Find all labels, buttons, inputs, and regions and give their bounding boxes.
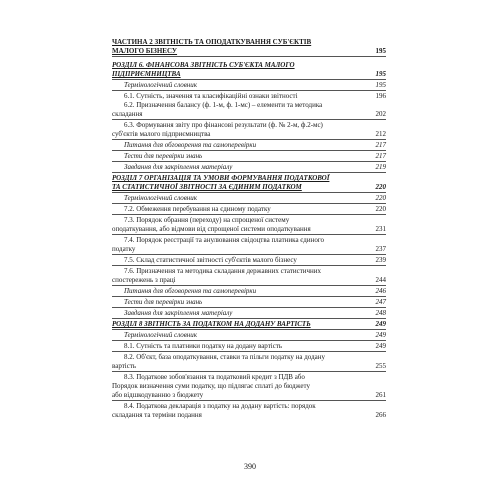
entry-text-line1: 6.3. Формування звіту про фінансові результати (ф. № 2-м, ф.2-мс) <box>124 121 323 129</box>
page-ref: 237 <box>375 245 386 253</box>
divider <box>112 296 386 297</box>
toc-entry <box>112 92 386 101</box>
entry-text-line1: 7.6. Призначення та методика складання державних статистичних <box>124 267 322 275</box>
page-ref: 217 <box>375 152 386 160</box>
page-ref: 195 <box>375 81 386 89</box>
divider <box>112 234 386 235</box>
entry-text-line1: 6.2. Призначення балансу (ф. 1-м, ф. 1-мс) – елементи та методика <box>124 101 323 109</box>
page-ref: 246 <box>375 287 386 295</box>
toc-entry <box>112 236 386 245</box>
entry-text: Термінологічний словник <box>124 81 198 89</box>
page-ref: 266 <box>375 411 386 419</box>
toc-entry-tasks <box>112 163 386 172</box>
divider <box>112 192 386 193</box>
entry-text: 7.5. Склад статистичної звітності суб'єктів малого бізнесу <box>124 256 297 264</box>
entry-text: Питання для обговорення та самоперевірки <box>124 141 257 149</box>
section-heading-7 <box>112 174 386 192</box>
page-ref: 220 <box>375 194 386 202</box>
entry-text: Завдання для закріплення матеріалу <box>124 163 233 171</box>
toc-entry-glossary <box>112 81 386 90</box>
entry-text-line2: складання та терміни подання <box>112 411 202 419</box>
section-7-title-line2: ТА СТАТИСТИЧНОЇ ЗВІТНОСТІ ЗА ЄДИНИМ ПОДАТКОМ <box>112 183 302 191</box>
page-ref: 217 <box>375 141 386 149</box>
entry-text-line2: складання <box>112 110 143 118</box>
toc-entry-cont <box>112 411 386 420</box>
toc-entry-tests <box>112 298 386 307</box>
divider <box>112 79 386 80</box>
toc-entry-tasks <box>112 309 386 318</box>
page-ref: 249 <box>375 331 386 339</box>
toc-entry <box>112 205 386 214</box>
toc-entry-glossary <box>112 331 386 340</box>
page-ref: 255 <box>375 362 386 370</box>
divider <box>112 265 386 266</box>
divider <box>112 56 386 57</box>
entry-text-line1: 8.4. Податкова декларація з податку на додану вартість: порядок <box>124 402 316 410</box>
entry-text: 8.3. Податкове зобов'язання та податковий кредит з ПДВ або <box>124 373 305 381</box>
toc-entry-tests <box>112 152 386 161</box>
toc-entry <box>112 342 386 351</box>
page-ref: 212 <box>375 130 386 138</box>
toc-entry-cont <box>112 276 386 285</box>
toc-entry <box>112 256 386 265</box>
part-title-line2: МАЛОГО БІЗНЕСУ <box>112 47 178 55</box>
entry-text: Термінологічний словник <box>124 194 198 202</box>
divider <box>112 203 386 204</box>
page-ref: 220 <box>375 183 386 191</box>
page-ref: 248 <box>375 309 386 317</box>
page-ref: 247 <box>375 298 386 306</box>
divider <box>112 254 386 255</box>
divider <box>112 285 386 286</box>
divider <box>112 214 386 215</box>
entry-text: 6.1. Сутність, значення та класифікаційні ознаки звітності <box>124 92 298 100</box>
entry-text-line1: Порядок визначення суми податку, що підлягає сплаті до бюджету <box>112 382 310 390</box>
divider <box>112 371 386 372</box>
toc-entry-cont <box>112 130 386 139</box>
page-ref: 220 <box>375 205 386 213</box>
page-number: 390 <box>244 462 256 471</box>
entry-text: Термінологічний словник <box>124 331 198 339</box>
toc-entry-glossary <box>112 194 386 203</box>
page-ref: 219 <box>375 163 386 171</box>
part-title-line1: ЧАСТИНА 2 ЗВІТНІСТЬ ТА ОПОДАТКУВАННЯ СУБ'ЄКТІВ <box>112 38 312 46</box>
entry-text: Питання для обговорення та самоперевірки <box>124 287 257 295</box>
toc-entry <box>112 216 386 225</box>
page-ref: 202 <box>375 110 386 118</box>
toc-entry-cont <box>112 245 386 254</box>
entry-text: Тести для перевірки знань <box>124 298 203 306</box>
divider <box>112 90 386 91</box>
entry-text-line2: суб'єктів малого підприємництва <box>112 130 211 138</box>
toc-entry <box>112 101 386 110</box>
divider <box>112 161 386 162</box>
divider <box>112 351 386 352</box>
divider <box>112 340 386 341</box>
toc-entry-cont <box>112 391 386 400</box>
section-heading-8 <box>112 320 386 329</box>
page-ref: 261 <box>375 391 386 399</box>
divider <box>112 139 386 140</box>
section-6-title-line1: РОЗДІЛ 6. ФІНАНСОВА ЗВІТНІСТЬ СУБ'ЄКТА МАЛОГО <box>112 61 295 69</box>
table-of-contents <box>112 38 386 420</box>
toc-entry <box>112 267 386 276</box>
part-heading <box>112 38 386 56</box>
entry-text-line2: податку <box>112 245 136 253</box>
divider <box>112 172 386 173</box>
toc-entry-cont <box>112 110 386 119</box>
divider <box>112 329 386 330</box>
divider <box>112 400 386 401</box>
divider <box>112 307 386 308</box>
toc-entry-cont <box>112 362 386 371</box>
entry-text-line2: або відшкодуванню з бюджету <box>112 391 204 399</box>
entry-text-line1: 7.4. Порядок реєстрації та анулювання свідоцтва платника єдиного <box>124 236 325 244</box>
section-heading-6 <box>112 61 386 79</box>
section-7-title-line1: РОЗДІЛ 7 ОРГАНІЗАЦІЯ ТА УМОВИ ФОРМУВАННЯ ПОДАТКОВОЇ <box>112 174 330 182</box>
toc-entry <box>112 373 386 382</box>
page-ref: 196 <box>375 92 386 100</box>
toc-entry <box>112 402 386 411</box>
entry-text-line1: 8.2. Об'єкт, база оподаткування, ставки та пільги податку на додану <box>124 353 326 361</box>
entry-text-line2: оподаткування, або відмови від спрощеної системи оподаткування <box>112 225 311 233</box>
page-ref: 244 <box>375 276 386 284</box>
entry-text: Завдання для закріплення матеріалу <box>124 309 233 317</box>
page-ref: 231 <box>375 225 386 233</box>
entry-text-line1: 7.3. Порядок обрання (переходу) на спрощеної систему <box>124 216 290 224</box>
page-ref: 249 <box>375 342 386 350</box>
divider <box>112 150 386 151</box>
section-6-title-line2: ПІДПРИЄМНИЦТВА <box>112 70 181 78</box>
entry-text: 7.2. Обмеження перебування на єдиному податку <box>124 205 271 213</box>
toc-entry-questions <box>112 287 386 296</box>
toc-entry <box>112 382 386 391</box>
page-ref: 195 <box>375 70 386 78</box>
toc-entry-questions <box>112 141 386 150</box>
entry-text: Тести для перевірки знань <box>124 152 203 160</box>
page-ref: 195 <box>375 47 386 55</box>
page-ref: 239 <box>375 256 386 264</box>
toc-entry <box>112 353 386 362</box>
entry-text: 8.1. Сутність та платники податку на додану вартість <box>124 342 283 350</box>
divider <box>112 119 386 120</box>
section-8-title: РОЗДІЛ 8 ЗВІТНІСТЬ ЗА ПОДАТКОМ НА ДОДАНУ ВАРТІСТЬ <box>112 320 311 328</box>
toc-entry <box>112 121 386 130</box>
page-ref: 249 <box>375 320 386 328</box>
toc-entry-cont <box>112 225 386 234</box>
entry-text-line2: спостережень з праці <box>112 276 176 284</box>
divider <box>112 318 386 319</box>
entry-text-line2: вартість <box>112 362 137 370</box>
